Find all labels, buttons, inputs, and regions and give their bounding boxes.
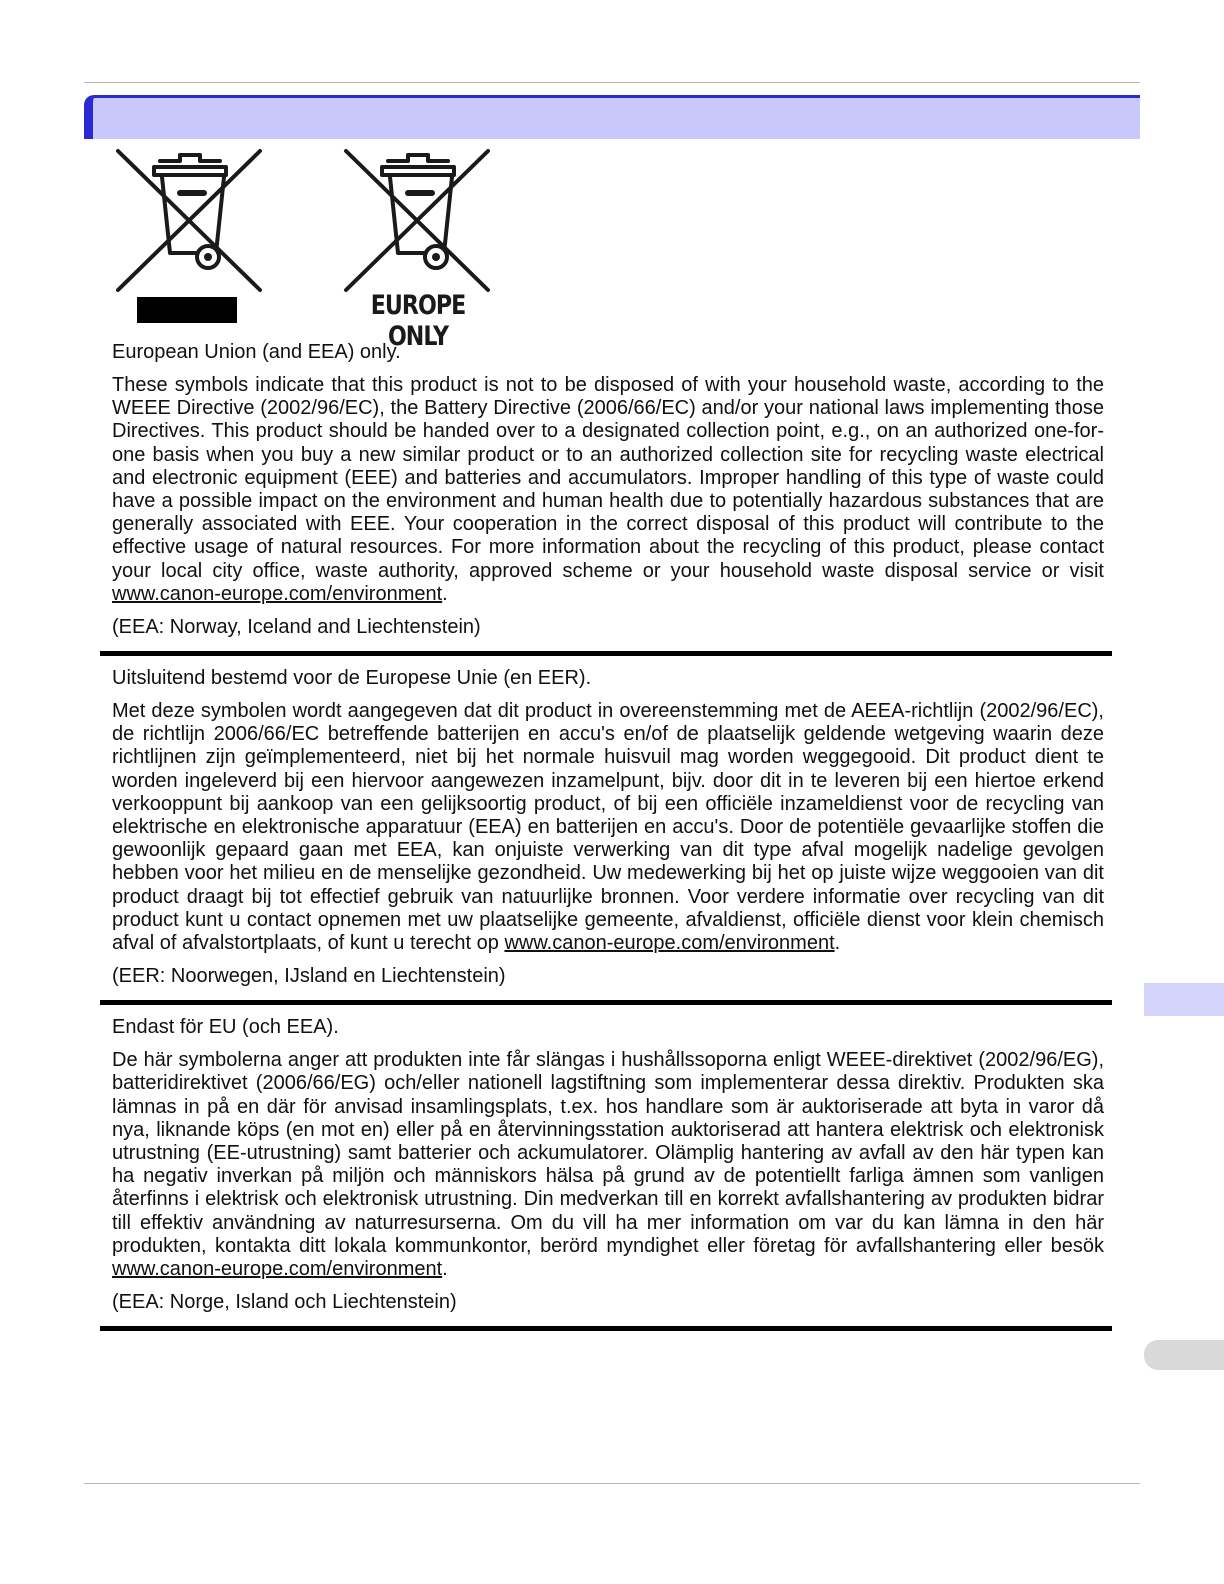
section-dutch: [112, 667, 1104, 1000]
section-header-band: [84, 95, 1140, 139]
section-lead: Uitsluitend bestemd voor de Europese Unie (en EER).: [112, 667, 592, 690]
crossed-out-wheelie-bin-icon: [338, 145, 498, 295]
body-text: Met deze symbolen wordt aangegeven dat dit product in overeenstemming met de AEEA-richtlijn (2002/96/EC), de richtlijn 2006/66/EC betreffende batterijen en accu's en/of de plaatselijk geldende wetgeving waarin deze richtlijnen zijn geïmplementeerd, niet bij het normale huisvuil mag worden weggegooid. Dit product dient te worden ingeleverd bij een hiervoor aangewezen inzamelpunt, bijv. door dit in te leveren bij een hiertoe erkend verkooppunt bij aankoop van een gelijksoortig product, of bij een officiële inzameldienst voor de recycling van elektrische en elektronische apparatuur (EEA) en batterijen en accu's. Door de potentiële gevaarlijke stoffen die gewoonlijk gepaard gaan met EEA, kan onjuiste verwerking van dit type afval mogelijk nadelige gevolgen hebben voor het milieu en de menselijke gezondheid. Uw medewerking bij het op juiste wijze weggooien van dit product draagt bij tot effectief gebruik van natuurlijke bronnen. Voor verdere informatie over recycling van dit product kunt u contact opnemen met uw plaatselijke gemeente, afvaldienst, officiële dienst voor klein chemisch afval of afvalstortplaats, of kunt u terecht op: [112, 700, 1104, 955]
weee-symbol-europe-only: [338, 145, 498, 352]
section-divider: [100, 1000, 1112, 1005]
section-body: [112, 1049, 1104, 1291]
body-text-end: .: [442, 1258, 448, 1281]
section-english: [112, 341, 1104, 651]
side-index-tab[interactable]: [1144, 983, 1224, 1016]
section-note: (EEA: Norge, Island och Liechtenstein): [112, 1291, 457, 1314]
bottom-rule: [84, 1483, 1140, 1484]
section-body: [112, 700, 1104, 965]
section-divider: [100, 1326, 1112, 1331]
environment-link[interactable]: www.canon-europe.com/environment: [504, 932, 835, 955]
body-text: These symbols indicate that this product is not to be disposed of with your household waste, according to the WEEE Directive (2002/96/EC), the Battery Directive (2006/66/EC) and/or your national laws implementing those Directives. This product should be handed over to a designated collection point, e.g., on an authorized one-for-one basis when you buy a new similar product or to an authorized collection site for recycling waste electrical and electronic equipment (EEE) and batteries and accumulators. Improper handling of this type of waste could have a possible impact on the environment and human health due to potentially hazardous substances that are generally associated with EEE. Your cooperation in the correct disposal of this product will contribute to the effective usage of natural resources. For more information about the recycling of this product, please contact your local city office, waste authority, approved scheme or your household waste disposal service or visit: [112, 374, 1104, 582]
section-lead: Endast för EU (och EEA).: [112, 1016, 339, 1039]
black-bar: [137, 297, 237, 323]
section-lead: European Union (and EEA) only.: [112, 341, 401, 363]
body-text-end: .: [442, 582, 448, 605]
environment-link[interactable]: www.canon-europe.com/environment: [112, 582, 443, 605]
body-text: De här symbolerna anger att produkten inte får slängas i hushållssoporna enligt WEEE-direktivet (2002/96/EG), batteridirektivet (2006/66/EG) och/eller nationell lagstiftning som implementerar dessa direktiv. Produkten ska lämnas in på en där för anvisad insamlingsplats, t.ex. hos handlare som är auktoriserade att byta in varor då nya, liknande köps (en mot en) eller på en återvinningsstation auktoriserad att hantera elektrisk och elektronisk utrustning (EE-utrustning) samt batterier och ackumulatorer. Olämplig hantering av avfall av den här typen kan ha negativ inverkan på miljön och människors hälsa på grund av de potentiellt farliga ämnen som vanligen återfinns i elektrisk och elektronisk utrustning. Din medverkan till en korrekt avfallshantering av produkten bidrar till effektiv användning av naturresurserna. Om du vill ha mer information om var du kan lämna in den här produkten, kontakta ditt lokala kommunkontor, berörd myndighet eller företag för avfallshantering eller besök: [112, 1049, 1104, 1257]
section-body: [112, 374, 1104, 616]
side-index-tab-gray[interactable]: [1144, 1340, 1224, 1370]
disposal-notice: [112, 341, 1104, 1342]
section-note: (EEA: Norway, Iceland and Liechtenstein): [112, 616, 481, 639]
section-note: (EER: Noorwegen, IJsland en Liechtenstein): [112, 965, 506, 988]
weee-symbol-battery: [110, 145, 270, 330]
environment-link[interactable]: www.canon-europe.com/environment: [112, 1258, 443, 1281]
section-swedish: [112, 1016, 1104, 1326]
top-rule: [84, 82, 1140, 83]
section-divider: [100, 651, 1112, 656]
europe-only-caption: EUROPE ONLY: [370, 290, 466, 352]
body-text-end: .: [834, 932, 841, 955]
crossed-out-wheelie-bin-icon: [110, 145, 270, 295]
